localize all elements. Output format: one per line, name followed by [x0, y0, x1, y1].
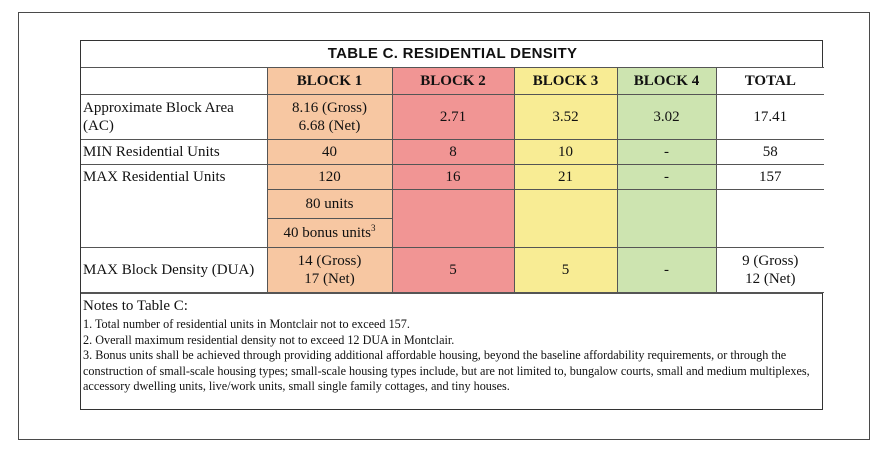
row-label-min-units: MIN Residential Units	[81, 140, 267, 165]
residential-density-document	[80, 40, 823, 410]
header-empty-cell	[81, 68, 267, 95]
row-label-block-area: Approximate Block Area (AC)	[81, 95, 267, 140]
cell-density-block-2: 5	[392, 248, 514, 293]
area-block-1-net: 6.68 (Net)	[298, 118, 361, 134]
footnote-ref-3: 3	[371, 223, 376, 233]
table-row-max-density	[81, 248, 824, 293]
cell-area-total: 17.41	[716, 95, 824, 140]
cell-area-block-2: 2.71	[392, 95, 514, 140]
area-block-1-gross: 8.16 (Gross)	[292, 100, 367, 116]
cell-density-block-1	[267, 248, 392, 293]
cell-area-block-4: 3.02	[617, 95, 716, 140]
cell-breakdown-block-2	[392, 190, 514, 248]
cell-max-block-1: 120	[267, 165, 392, 190]
cell-density-block-3: 5	[514, 248, 617, 293]
cell-min-block-4: -	[617, 140, 716, 165]
header-total: TOTAL	[716, 68, 824, 95]
note-1: 1. Total number of residential units in Montclair not to exceed 157.	[83, 317, 410, 331]
table-title: TABLE C. RESIDENTIAL DENSITY	[81, 41, 824, 68]
cell-max-block-2: 16	[392, 165, 514, 190]
header-block-3: BLOCK 3	[514, 68, 617, 95]
cell-min-block-1: 40	[267, 140, 392, 165]
cell-min-block-3: 10	[514, 140, 617, 165]
cell-max-block-4: -	[617, 165, 716, 190]
cell-max-total: 157	[716, 165, 824, 190]
cell-density-total	[716, 248, 824, 293]
cell-block-1-bonus-units	[267, 219, 392, 248]
header-block-4: BLOCK 4	[617, 68, 716, 95]
table-notes	[81, 293, 822, 409]
cell-breakdown-block-4	[617, 190, 716, 248]
row-label-max-density: MAX Block Density (DUA)	[81, 248, 267, 293]
header-block-2: BLOCK 2	[392, 68, 514, 95]
cell-area-block-1	[267, 95, 392, 140]
density-total-net: 12 (Net)	[745, 271, 796, 287]
note-3: 3. Bonus units shall be achieved through providing additional affordable housing, beyond the baseline affordability requirements, or through the construction of small-scale housing types; small-scale housing types include, but are not limited to, bungalow courts, small and medium multiplexes, accessory dwelling units, live/work units, small single family cottages, and tiny houses.	[83, 348, 810, 393]
density-block-1-gross: 14 (Gross)	[297, 253, 362, 269]
cell-breakdown-total	[716, 190, 824, 248]
cell-density-block-4: -	[617, 248, 716, 293]
density-total-gross: 9 (Gross)	[742, 253, 799, 269]
cell-min-block-2: 8	[392, 140, 514, 165]
header-block-1: BLOCK 1	[267, 68, 392, 95]
cell-min-total: 58	[716, 140, 824, 165]
cell-breakdown-block-3	[514, 190, 617, 248]
cell-max-block-3: 21	[514, 165, 617, 190]
row-label-max-units: MAX Residential Units	[81, 165, 267, 248]
table-row-block-area	[81, 95, 824, 140]
notes-heading: Notes to Table C:	[83, 298, 188, 314]
note-2: 2. Overall maximum residential density not to exceed 12 DUA in Montclair.	[83, 332, 455, 347]
residential-density-table	[81, 41, 824, 293]
cell-block-1-base-units: 80 units	[267, 190, 392, 219]
table-row-min-units	[81, 140, 824, 165]
table-row-max-units	[81, 165, 824, 190]
cell-area-block-3: 3.52	[514, 95, 617, 140]
density-block-1-net: 17 (Net)	[304, 271, 355, 287]
bonus-units-text: 40 bonus units	[283, 225, 371, 241]
